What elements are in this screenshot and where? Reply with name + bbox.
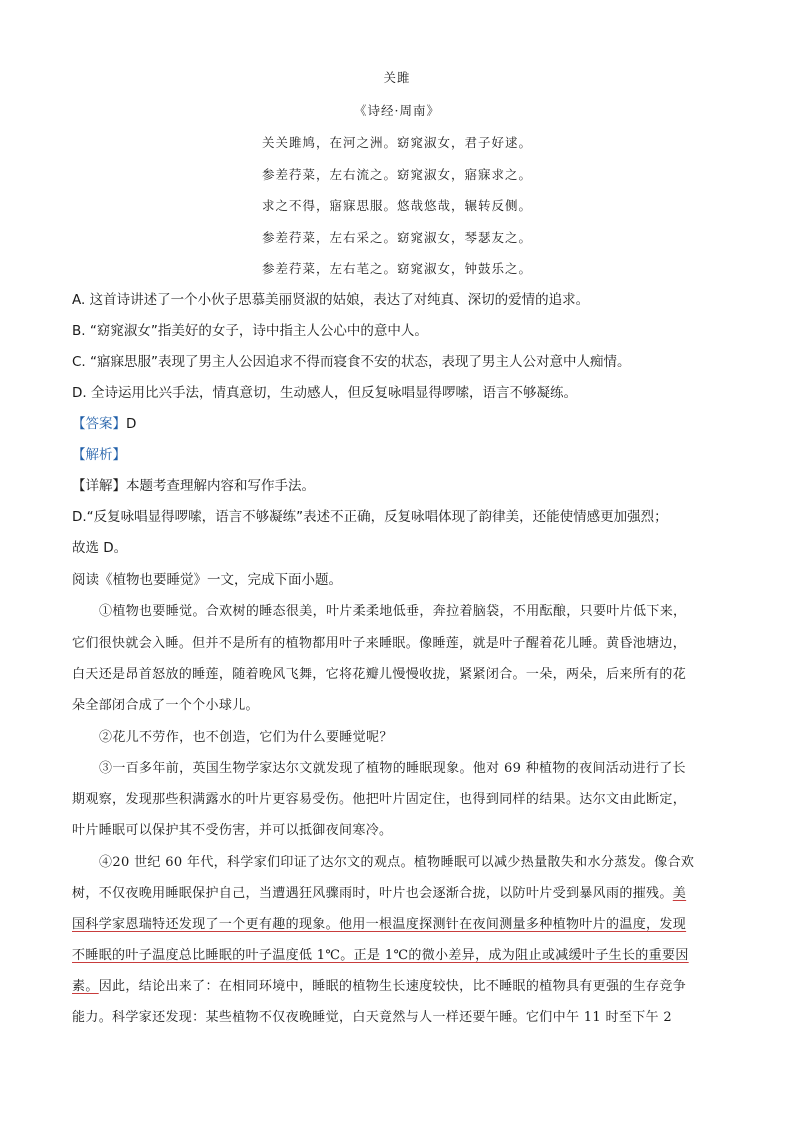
option-a: A. 这首诗讲述了一个小伙子思慕美丽贤淑的姑娘，表达了对纯真、深切的爱情的追求。 [72,292,590,308]
article-p4-line: 能力。科学家还发现：某些植物不仅夜晚睡觉，白天竟然与人一样还要午睡。它们中午 11 时至下午 2 [72,1010,673,1025]
article-p4-line [72,882,720,901]
answer-label: 【答案】 [72,416,126,432]
detail-text: 本题考查理解内容和写作手法。 [126,478,315,494]
detail-label: 【详解】 [72,478,126,494]
underlined-text: 不睡眠的叶子温度总比睡眠的叶子温度低 1℃。正是 1℃的微小差异，成为阻止或减缓叶子生长的重要因 [72,948,689,963]
option-b: B. “窈窕淑女”指美好的女子，诗中指主人公心中的意中人。 [72,323,428,339]
underlined-text: 国科学家恩瑞特还发现了一个更有趣的现象。他用一根温度探测针在夜间测量多种植物叶片的温度，发现 [72,917,687,932]
analysis-label: 【解析】 [72,447,126,463]
article-p3-line: 叶片睡眠可以保护其不受伤害，并可以抵御夜间寒冷。 [72,823,393,838]
analysis-line [72,443,126,463]
poem-line: 参差荇菜，左右流之。窈窕淑女，寤寐求之。 [261,167,532,182]
article-p4-text: 树，不仅夜晚用睡眠保护自己，当遭遇狂风骤雨时，叶片也会逐渐合拢，以防叶片受到暴风雨的摧残。 [72,886,673,901]
reading-intro: 阅读《植物也要睡觉》一文，完成下面小题。 [72,572,342,588]
article-p1-line: 白天还是昂首怒放的睡莲，随着晚风飞舞，它将花瓣儿慢慢收拢，紧紧闭合。一朵，两朵，后来所有的花 [72,667,687,682]
article-p3-line: 期观察，发现那些积满露水的叶片更容易受伤。他把叶片固定住，也得到同样的结果。达尔文由此断定， [72,792,687,807]
poem-line: 参差荇菜，左右采之。窈窕淑女，琴瑟友之。 [261,230,532,245]
article-p4-text: 因此，结论出来了：在相同环境中，睡眠的植物生长速度较快，比不睡眠的植物具有更强的生存竞争 [98,979,687,994]
poem-line: 求之不得，寤寐思服。悠哉悠哉，辗转反侧。 [261,198,532,213]
article-p4-line: ④20 世纪 60 年代，科学家们印证了达尔文的观点。植物睡眠可以减少热量散失和水分蒸发。像合欢 [99,855,695,870]
poem-line: 关关雎鸠，在河之洲。窈窕淑女，君子好逑。 [261,135,532,150]
option-d: D. 全诗运用比兴手法，情真意切，生动感人，但反复咏唱显得啰嗦，语言不够凝练。 [72,385,577,401]
option-c: C. “寤寐思服”表现了男主人公因追求不得而寝食不安的状态，表现了男主人公对意中人痴情。 [72,354,631,370]
answer-value: D [126,416,137,432]
poem-title: 关雎 [383,70,411,85]
answer-line [72,412,136,432]
poem-line: 参差荇菜，左右芼之。窈窕淑女，钟鼓乐之。 [261,261,532,276]
conclusion-text: 故选 D。 [72,540,128,556]
article-p3-line: ③一百多年前，英国生物学家达尔文就发现了植物的睡眠现象。他对 69 种植物的夜间活动进行了长 [99,761,686,776]
article-p1-line: 它们很快就会入睡。但并不是所有的植物都用叶子来睡眠。像睡莲，就是叶子醒着花儿睡。黄昏池塘边， [72,636,687,651]
article-p4-line [72,944,720,963]
explanation-text: D.“反复咏唱显得啰嗦，语言不够凝练”表述不正确，反复咏唱体现了韵律美，还能使情感更加强烈； [72,509,668,525]
article-p4-line [72,913,720,932]
article-p1-line: 朵全部闭合成了一个个小球儿。 [72,698,259,713]
article-p2: ②花儿不劳作，也不创造，它们为什么要睡觉呢？ [99,730,393,745]
detail-line [72,474,315,494]
poem-source: 《诗经·周南》 [354,103,440,118]
article-p1-line: ①植物也要睡觉。合欢树的睡态很美，叶片柔柔地低垂，奔拉着脑袋，不用酝酿，只要叶片低下来， [99,604,687,619]
underlined-text: 素。 [72,979,99,994]
underlined-text: 美 [672,886,687,901]
article-p4-line [72,975,720,994]
